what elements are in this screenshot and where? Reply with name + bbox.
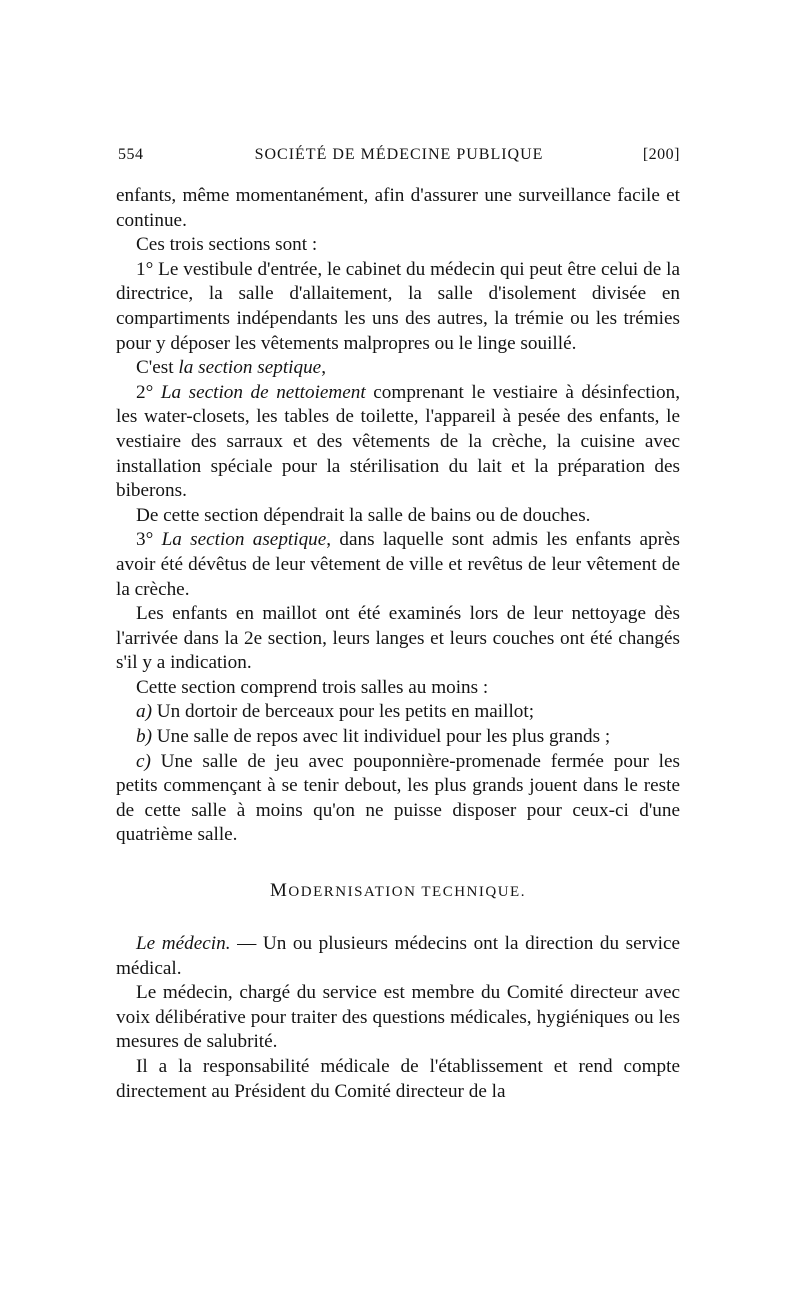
text-run: 3° xyxy=(136,529,162,551)
paragraph: Le médecin, chargé du service est membre du Comité directeur avec voix délibérative pour traiter des questions médicales, hygiéniques ou les mesures de salubrité. xyxy=(116,982,680,1053)
running-title: SOCIÉTÉ DE MÉDECINE PUBLIQUE xyxy=(254,146,544,163)
list-marker: a) xyxy=(136,701,152,723)
italic-text: La section aseptique xyxy=(161,529,327,551)
list-item xyxy=(116,700,680,725)
italic-text: La section de nettoiement xyxy=(160,381,366,403)
list-marker: b) xyxy=(136,726,152,748)
paragraph: Ces trois sections sont : xyxy=(136,234,318,256)
paragraph: enfants, même momentanément, afin d'assurer une surveillance facile et continue. xyxy=(116,185,680,231)
text-run: C'est xyxy=(136,357,179,379)
text-run: Une salle de jeu avec pouponnière-promenade fermée pour les petits commençant à se tenir debout, les plus grands jouent dans le reste de cette salle à moins qu'on ne puisse disposer pour ceux-ci d'une quatrième salle. xyxy=(116,750,680,846)
page-body xyxy=(116,184,680,1104)
paragraph xyxy=(116,381,680,504)
list-marker: c) xyxy=(136,750,151,772)
italic-text: la section septique xyxy=(178,357,322,379)
paragraph xyxy=(116,528,680,602)
paragraph: Les enfants en maillot ont été examinés lors de leur nettoyage dès l'arrivée dans la 2e section, leurs langes et leurs couches ont été changés s'il y a indication. xyxy=(116,603,680,674)
section-reference: [200] xyxy=(642,146,680,163)
paragraph: 1° Le vestibule d'entrée, le cabinet du médecin qui peut être celui de la directrice, la salle d'allaitement, la salle d'isolement divisée en compartiments indépendants les uns des autres, la trémie ou les trémies pour y déposer les vêtements malpropres ou le linge souillé. xyxy=(116,258,680,354)
page-number: 554 xyxy=(118,146,144,163)
text-run: Un dortoir de berceaux pour les petits en maillot; xyxy=(151,701,535,723)
italic-text: Le médecin. xyxy=(136,933,231,955)
paragraph: Cette section comprend trois salles au moins : xyxy=(136,676,489,698)
text-run: , xyxy=(321,357,326,379)
list-item xyxy=(116,750,680,848)
text-run: Une salle de repos avec lit individuel pour les plus grands ; xyxy=(151,726,611,748)
section-heading xyxy=(116,879,680,904)
running-header xyxy=(118,146,680,168)
heading-rest: ODERNISATION TECHNIQUE. xyxy=(288,884,526,901)
paragraph: Il a la responsabilité médicale de l'établissement et rend compte directement au Président du Comité directeur de la xyxy=(116,1056,680,1102)
paragraph: De cette section dépendrait la salle de bains ou de douches. xyxy=(136,504,591,526)
heading-initial: M xyxy=(270,880,289,902)
list-item xyxy=(116,725,680,750)
paragraph xyxy=(116,932,680,981)
paragraph xyxy=(116,356,680,381)
text-run: , dans laquelle sont admis les enfants après avoir été dévêtus de leur vêtement de ville et revêtus de leur vêtement de la crèche. xyxy=(116,529,680,600)
text-run: 2° xyxy=(136,381,161,403)
text-run: comprenant le vestiaire à désinfection, les water-closets, les tables de toilette, l'appareil à pesée des enfants, le vestiaire des sarraux et des vêtements de la crèche, la cuisine avec installation spéciale pour la stérilisation du lait et la préparation des biberons. xyxy=(116,381,680,502)
text-run: — Un ou plusieurs médecins ont la direction du service médical. xyxy=(116,933,680,979)
